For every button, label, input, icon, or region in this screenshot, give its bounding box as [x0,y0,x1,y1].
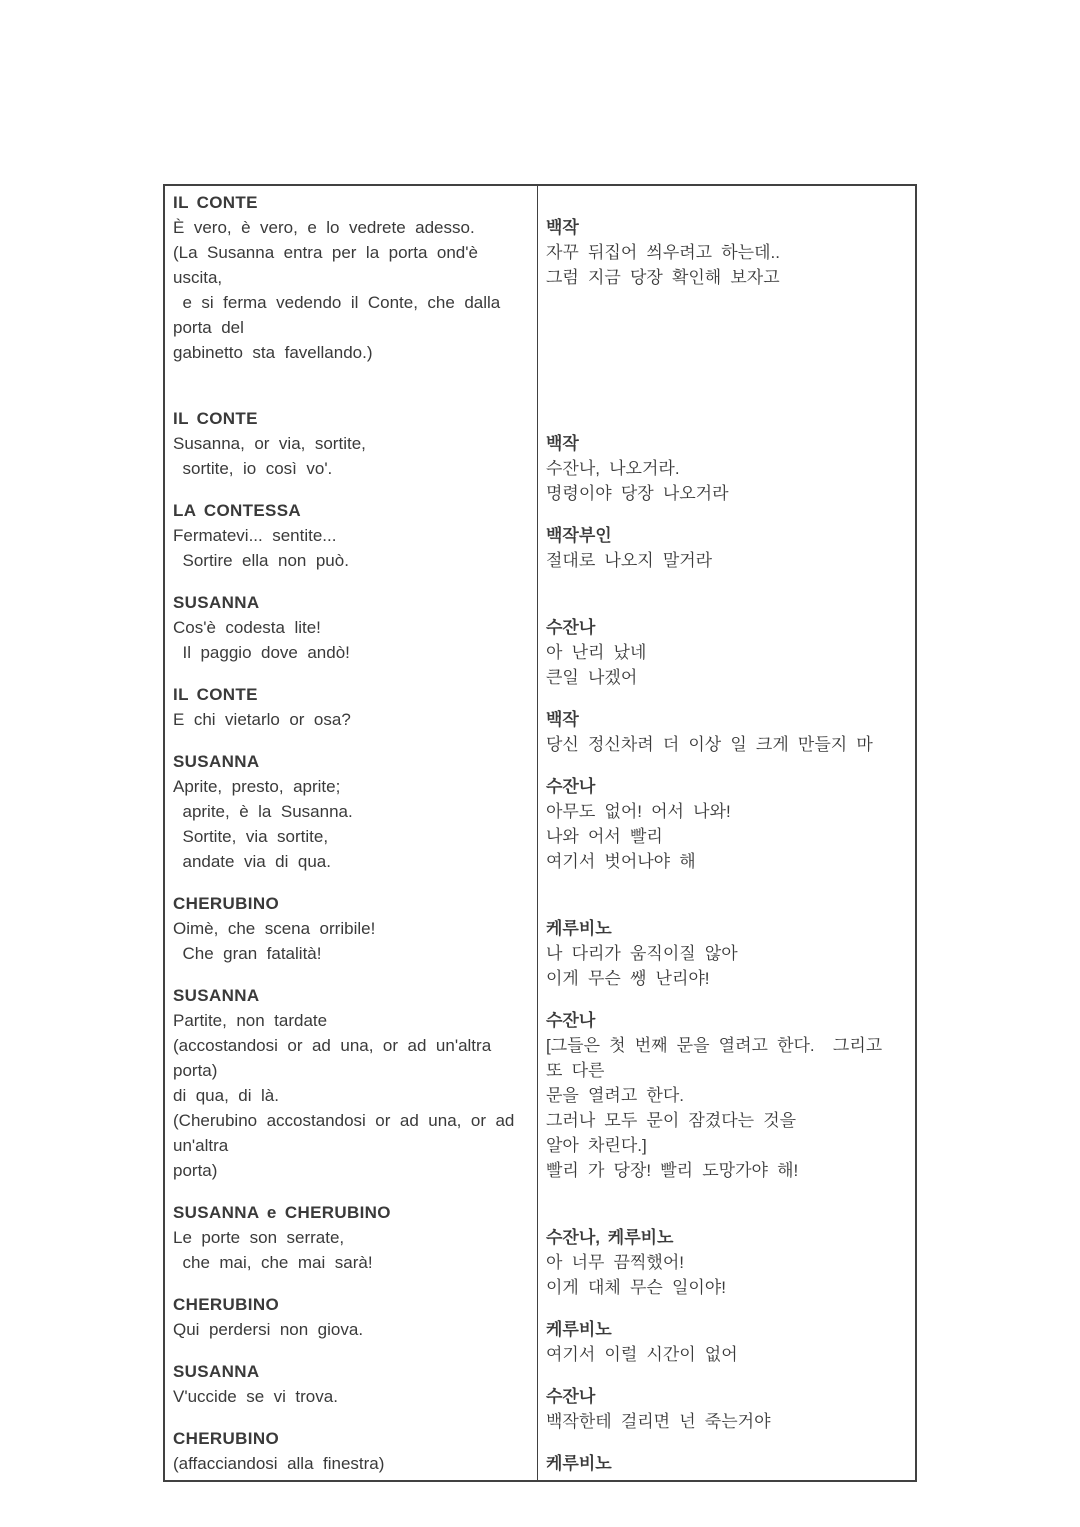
korean-text-line: 문을 열려고 한다. [546,1086,684,1105]
italian-block [173,498,525,573]
italian-block [173,1292,525,1342]
dialogue-row [165,749,915,874]
italian-block [173,749,525,874]
italian-cell [165,1426,537,1476]
italian-text-line: È vero, è vero, e lo vedrete adesso. [173,218,475,237]
dialogue-row [165,590,915,687]
korean-text-line: 절대로 나오지 말거라 [546,551,713,570]
italian-block [173,1426,525,1476]
italian-text-line: gabinetto sta favellando.) [173,343,373,362]
italian-speaker-name: SUSANNA [173,752,260,771]
italian-block [173,190,525,365]
italian-speaker-name: CHERUBINO [173,894,280,913]
italian-block [173,1359,525,1409]
italian-text-line: (La Susanna entra per la porta ond'è uscita, [173,243,488,287]
italian-block [173,682,525,732]
korean-text-line: 아 난리 났네 [546,643,647,662]
korean-block [546,1384,905,1434]
korean-cell [537,498,915,573]
korean-text-line: [그들은 첫 번째 문을 열려고 한다. 그리고 또 다른 [546,1036,892,1080]
korean-text-line: 수잔나, 나오거라. [546,459,680,478]
korean-block [546,1008,905,1183]
italian-text-line: Oimè, che scena orribile! [173,919,376,938]
korean-text-line: 이게 대체 무슨 일이야! [546,1278,726,1297]
italian-cell [165,682,537,732]
korean-cell [537,190,915,365]
italian-text-line: V'uccide se vi trova. [173,1387,338,1406]
italian-text-line: (affacciandosi alla finestra) [173,1454,385,1473]
italian-text-line: Fermatevi... sentite... [173,526,337,545]
korean-speaker-name: 수잔나 [546,618,596,637]
korean-block [546,431,905,506]
italian-text-line: andate via di qua. [173,852,331,871]
korean-block [546,215,905,290]
italian-text-line: sortite, io così vo'. [173,459,333,478]
dialogue-row [165,498,915,573]
italian-block [173,1200,525,1275]
korean-speaker-name: 백작 [546,710,579,729]
italian-text-line: (accostandosi or ad una, or ad un'altra porta) [173,1036,501,1080]
italian-block [173,891,525,966]
korean-speaker-name: 수잔나 [546,1387,596,1406]
italian-text-line: Il paggio dove andò! [173,643,350,662]
dialogue-row [165,190,915,365]
korean-block [546,916,905,991]
italian-text-line: E chi vietarlo or osa? [173,710,351,729]
korean-speaker-name: 케루비노 [546,1320,612,1339]
korean-block [546,615,905,690]
italian-text-line: Partite, non tardate [173,1011,328,1030]
korean-block [546,523,905,573]
korean-text-line: 빨리 가 당장! 빨리 도망가야 해! [546,1161,799,1180]
korean-text-line: 자꾸 뒤집어 씌우려고 하는데.. [546,243,780,262]
italian-text-line: Cos'è codesta lite! [173,618,321,637]
italian-text-line: (Cherubino accostandosi or ad una, or ad un'altra [173,1111,524,1155]
korean-block [546,1317,905,1367]
dialogue-row [165,406,915,503]
italian-speaker-name: IL CONTE [173,193,258,212]
korean-block [546,707,905,757]
korean-text-line: 아무도 없어! 어서 나와! [546,802,731,821]
libretto-table [163,184,917,1482]
korean-speaker-name: 케루비노 [546,1454,612,1473]
korean-text-line: 나 다리가 움직이질 않아 [546,944,738,963]
italian-text-line: Le porte son serrate, [173,1228,345,1247]
italian-text-line: Susanna, or via, sortite, [173,434,366,453]
korean-text-line: 당신 정신차려 더 이상 일 크게 만들지 마 [546,735,873,754]
italian-speaker-name: SUSANNA [173,593,260,612]
korean-text-line: 나와 어서 빨리 [546,827,663,846]
korean-speaker-name: 백작 [546,218,579,237]
korean-text-line: 큰일 나겠어 [546,668,638,687]
italian-cell [165,1292,537,1342]
korean-text-line: 이게 무슨 쌩 난리야! [546,969,710,988]
korean-block [546,774,905,874]
korean-text-line: 백작한테 걸리면 넌 죽는거야 [546,1412,771,1431]
korean-cell [537,749,915,874]
italian-block [173,590,525,665]
italian-text-line: aprite, è la Susanna. [173,802,353,821]
italian-text-line: Aprite, presto, aprite; [173,777,341,796]
column-divider [537,186,538,1480]
korean-text-line: 명령이야 당장 나오거라 [546,484,729,503]
italian-cell [165,498,537,573]
dialogue-row [165,983,915,1183]
italian-text-line: Sortite, via sortite, [173,827,329,846]
dialogue-row [165,1200,915,1297]
italian-block [173,983,525,1183]
korean-text-line: 알아 차린다.] [546,1136,647,1155]
italian-cell [165,1200,537,1275]
italian-speaker-name: LA CONTESSA [173,501,302,520]
italian-speaker-name: SUSANNA [173,986,260,1005]
italian-cell [165,1359,537,1409]
italian-speaker-name: IL CONTE [173,685,258,704]
italian-speaker-name: SUSANNA [173,1362,260,1381]
korean-text-line: 아 너무 끔찍했어! [546,1253,684,1272]
korean-cell [537,590,915,687]
korean-text-line: 여기서 이럴 시간이 없어 [546,1345,738,1364]
korean-cell [537,406,915,503]
italian-speaker-name: CHERUBINO [173,1429,280,1448]
italian-speaker-name: SUSANNA e CHERUBINO [173,1203,391,1222]
italian-cell [165,749,537,874]
korean-text-line: 그럼 지금 당장 확인해 보자고 [546,268,780,287]
korean-speaker-name: 수잔나 [546,777,596,796]
korean-speaker-name: 수잔나 [546,1011,596,1030]
korean-speaker-name: 케루비노 [546,919,612,938]
dialogue-row [165,891,915,988]
italian-cell [165,190,537,365]
italian-text-line: Che gran fatalità! [173,944,322,963]
italian-block [173,406,525,481]
italian-text-line: di qua, di là. [173,1086,279,1105]
italian-speaker-name: CHERUBINO [173,1295,280,1314]
korean-block [546,1451,905,1476]
korean-cell [537,983,915,1183]
italian-text-line: Sortire ella non può. [173,551,349,570]
korean-speaker-name: 수잔나, 케루비노 [546,1228,674,1247]
italian-speaker-name: IL CONTE [173,409,258,428]
italian-cell [165,983,537,1183]
italian-cell [165,406,537,481]
korean-block [546,1225,905,1300]
italian-text-line: porta) [173,1161,218,1180]
korean-cell [537,891,915,988]
italian-text-line: che mai, che mai sarà! [173,1253,373,1272]
italian-text-line: e si ferma vedendo il Conte, che dalla porta del [173,293,510,337]
italian-cell [165,891,537,966]
korean-text-line: 그러나 모두 문이 잠겼다는 것을 [546,1111,797,1130]
korean-cell [537,1200,915,1297]
italian-text-line: Qui perdersi non giova. [173,1320,364,1339]
korean-speaker-name: 백작부인 [546,526,612,545]
korean-speaker-name: 백작 [546,434,579,453]
italian-cell [165,590,537,665]
korean-text-line: 여기서 벗어나야 해 [546,852,696,871]
